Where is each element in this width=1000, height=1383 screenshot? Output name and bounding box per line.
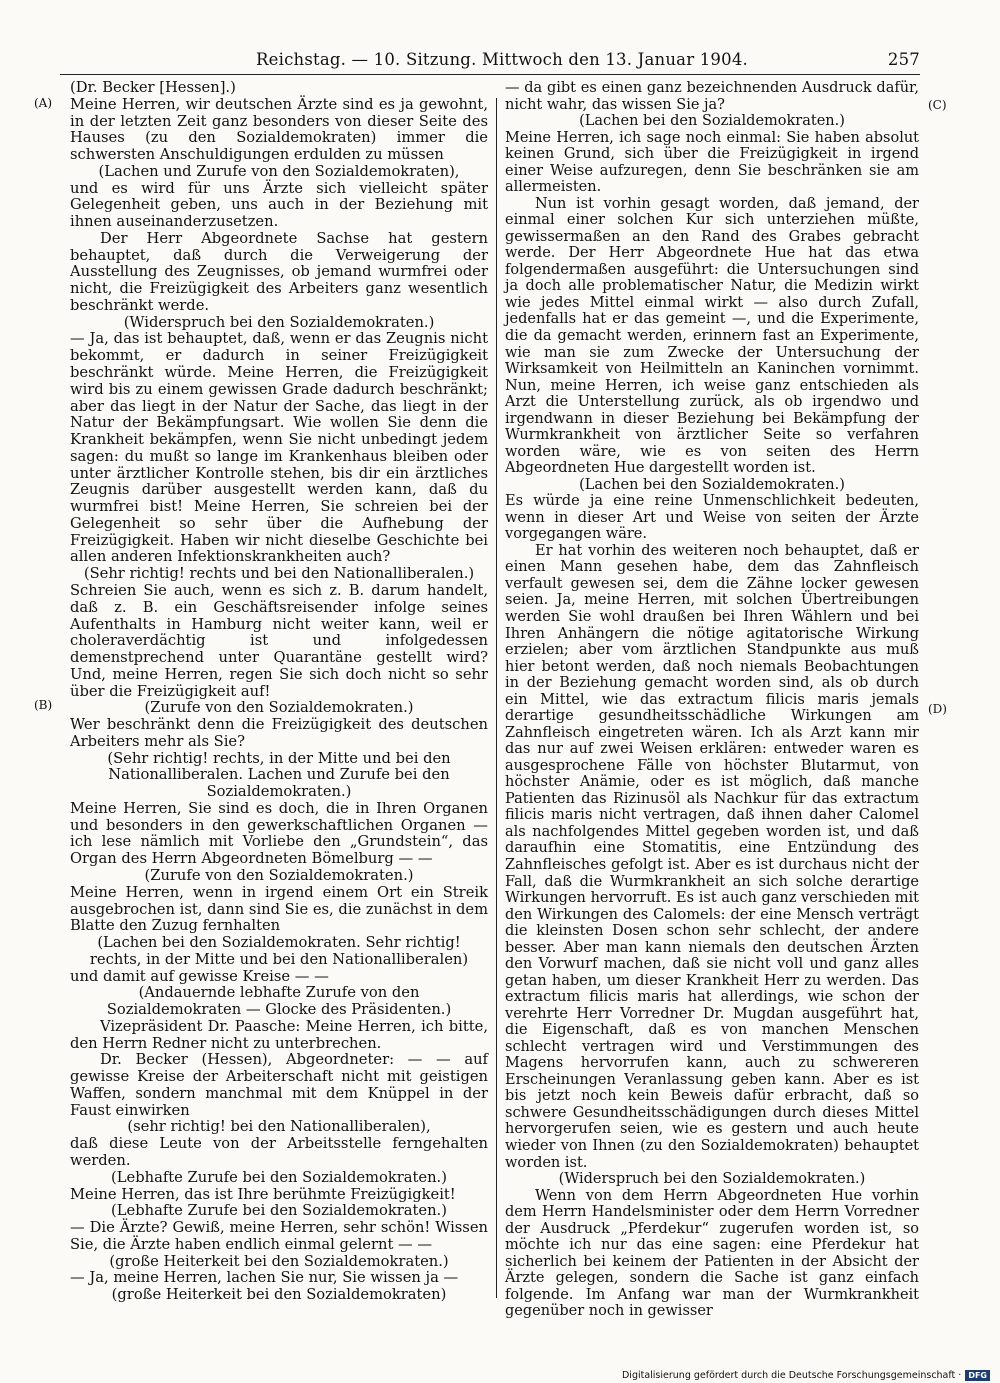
paragraph: Dr. Becker (Hessen), Abgeordneter: — — auf gewisse Kreise der Arbeiterschaft nicht mit geistigen Waffen, sondern manchmal mit dem Knüppel in der Faust einwirken: [70, 1051, 488, 1119]
paragraph: Meine Herren, Sie sind es doch, die in Ihren Organen und besonders in den gewerkschaftlichen Organen — ich lese nämlich mit Vorliebe den „Grundstein“, das Organ des Herrn Abgeordneten Bömelburg — —: [70, 799, 488, 868]
margin-marker-a: (A): [34, 96, 53, 110]
paragraph: Schreien Sie auch, wenn es sich z. B. darum handelt, daß z. B. ein Geschäftsreisender infolge seines Aufenthalts in Hamburg nicht weiter kann, weil er choleraverdächtig ist und infolgedessen demenstprechend unter Quarantäne gestellt wird? Und, meine Herren, regen Sie sich doch nicht so sehr über die Freizügigkeit auf!: [70, 581, 488, 700]
paragraph: Nun ist vorhin gesagt worden, daß jemand, der einmal einer solchen Kur sich unterziehen müßte, gewissermaßen an den Rand des Grabes gebracht werde. Der Herr Abgeordnete Hue hat das etwa folgendermaßen ausgeführt: die Untersuchungen sind ja doch alle problematischer Natur, die Medizin wirkt wie jedes Mittel einmal wirkt — also durch Zufall, jedenfalls hat er das gemeint —, und die Experimente, die da gemacht werden, erinnern fast an Experimente, wie man sie zum Zwecke der Untersuchung der Wirksamkeit von Heilmitteln an Kaninchen vornimmt. Nun, meine Herren, ich weise ganz entschieden als Arzt die Unterstellung zurück, als ob irgendwo und irgendwann in dieser Beziehung bei Bekämpfung der Wurmkrankheit von ärztlicher Seite so verfahren worden wäre, wie es von seiten des Herrn Abgeordneten Hue dargestellt worden ist.: [505, 195, 919, 477]
interjection: (Zurufe von den Sozialdemokraten.): [144, 866, 414, 884]
interjection: (Lebhafte Zurufe bei den Sozialdemokraten.): [111, 1168, 447, 1186]
paragraph: Meine Herren, ich sage noch einmal: Sie haben absolut keinen Grund, sich über die Freizügigkeit in irgend einer Weise aufzuregen, denn Sie beschränken sie am allermeisten.: [505, 129, 919, 196]
interjection: (Lachen bei den Sozialdemokraten. Sehr richtig! rechts, in der Mitte und bei den Nationalliberalen): [89, 934, 469, 968]
interjection: (Widerspruch bei den Sozialdemokraten.): [558, 1171, 866, 1188]
margin-marker-c: (C): [928, 98, 947, 112]
paragraph: Meine Herren, das ist Ihre berühmte Freizügigkeit!: [70, 1185, 456, 1203]
margin-marker-b: (B): [34, 698, 53, 712]
paragraph: Meine Herren, wenn in irgend einem Ort ein Streik ausgebrochen ist, dann sind Sie es, die zunächst in dem Blatte den Zuzug fernhalten: [70, 883, 488, 935]
header-title: Reichstag. — 10. Sitzung. Mittwoch den 13. Januar 1904.: [256, 50, 748, 69]
paragraph: — Ja, das ist behauptet, daß, wenn er das Zeugnis nicht bekommt, er dadurch in seiner Freizügigkeit beschränkt würde. Meine Herren, die Freizügigkeit wird bis zu einem gewissen Grade dadurch beschränkt; aber das liegt in der Natur der Sache, das liegt in der Natur der Bekämpfungsart. Wie wollen Sie denn die Krankheit bekämpfen, wenn Sie nicht unbedingt jedem sagen: du mußt so lange im Krankenhaus bleiben oder unter ärztlicher Kontrolle stehen, bis dir ein ärztliches Zeugnis darüber ausgestellt werden kann, daß du wurmfrei bist! Meine Herren, Sie schreien bei der Gelegenheit so sehr über die Aufhebung der Freizügigkeit. Haben wir nicht dieselbe Geschichte bei allen anderen Infektionskrankheiten auch?: [70, 330, 488, 566]
interjection: (Lachen und Zurufe von den Sozialdemokraten),: [98, 162, 460, 180]
running-header: [60, 50, 920, 74]
page-number: 257: [887, 50, 920, 69]
paragraph: — Ja, meine Herren, lachen Sie nur, Sie wissen ja —: [70, 1269, 459, 1287]
paragraph: Meine Herren, wir deutschen Ärzte sind es ja gewohnt, in der letzten Zeit ganz besonders von dieser Seite des Hauses (zu den Sozialdemokraten) immer die schwersten Anschuldigungen erdulden zu müssen: [70, 95, 488, 164]
interjection: (Lachen bei den Sozialdemokraten.): [579, 113, 845, 130]
interjection: (große Heiterkeit bei den Sozialdemokraten): [111, 1286, 447, 1304]
paragraph: — da gibt es einen ganz bezeichnenden Ausdruck dafür, nicht wahr, das wissen Sie ja?: [505, 80, 919, 113]
interjection: (Zurufe von den Sozialdemokraten.): [144, 699, 414, 717]
interjection: (Lebhafte Zurufe bei den Sozialdemokraten.): [111, 1202, 447, 1220]
paragraph: (Dr. Becker [Hessen].): [70, 79, 236, 96]
interjection: (Sehr richtig! rechts und bei den Nationalliberalen.): [83, 565, 475, 583]
dfg-logo: DFG: [965, 1370, 990, 1381]
interjection: (sehr richtig! bei den Nationalliberalen),: [127, 1118, 431, 1136]
footer-credit: [622, 1370, 990, 1381]
paragraph: und damit auf gewisse Kreise — —: [70, 967, 329, 985]
paragraph: Wer beschränkt denn die Freizügigkeit des deutschen Arbeiters mehr als Sie?: [70, 716, 488, 750]
interjection: (Widerspruch bei den Sozialdemokraten.): [123, 313, 435, 331]
left-text-column: [70, 80, 488, 1304]
margin-marker-d: (D): [928, 702, 947, 716]
header-rule: [60, 74, 920, 75]
paragraph: Vizepräsident Dr. Paasche: Meine Herren, ich bitte, den Herrn Redner nicht zu unterbrechen.: [70, 1017, 488, 1052]
paragraph: Wenn von dem Herrn Abgeordneten Hue vorhin dem Herrn Handelsminister oder dem Herrn Vorredner der Ausdruck „Pferdekur“ zugerufen worden ist, so möchte ich nur das eine sagen: eine Pferdekur hat sicherlich bei keinem der Patienten in der Absicht der Ärzte gelegen, sondern die Sache ist ganz einfach folgende. Im Anfang war man der Wurmkrankheit gegenüber noch in gewisser: [505, 1187, 919, 1320]
right-text-column: [505, 80, 919, 1320]
interjection: (Lachen bei den Sozialdemokraten.): [579, 476, 845, 493]
paragraph: — Die Ärzte? Gewiß, meine Herren, sehr schön! Wissen Sie, die Ärzte haben endlich einmal gelernt — —: [70, 1219, 488, 1253]
paragraph: daß diese Leute von der Arbeitsstelle ferngehalten werden.: [70, 1135, 488, 1169]
paragraph: Es würde ja eine reine Unmenschlichkeit bedeuten, wenn in dieser Art und Weise von seiten der Ärzte vorgegangen wäre.: [505, 493, 919, 543]
footer-text: Digitalisierung gefördert durch die Deutsche Forschungsgemeinschaft ·: [621, 1370, 962, 1381]
paragraph: Er hat vorhin des weiteren noch behauptet, daß er einen Mann gesehen habe, dem das Zahnfleisch verfault gewesen sei, dem die Zähne locker gewesen seien. Ja, meine Herren, mit solchen Übertreibungen werden Sie wohl draußen bei Ihren Wählern und bei Ihren Anhängern die nötige agitatorische Wirkung erzielen; aber vom ärztlichen Standpunkte aus muß hier betont werden, daß noch niemals Beobachtungen in der Beziehung gemacht worden sind, als ob durch ein Mittel, wie das extractum filicis maris jemals derartige gesundheitsschädliche Wirkungen am Zahnfleisch eingetreten wären. Ich als Arzt kann mir das nur auf zwei Weisen erklären: entweder waren es ausgesprochene Fälle von höchster Blutarmut, von höchster Anämie, oder es ist möglich, daß manche Patienten das Rizinusöl als Nachkur für das extractum filicis maris nicht vertragen, daß ihnen daher Calomel als nachfolgendes Mittel gegeben worden ist, und daß daraufhin eine Stomatitis, eine Entzündung des Zahnfleisches gefolgt ist. Aber es ist durchaus nicht der Fall, daß die Wurmkrankheit an sich solche derartige Wirkungen hervorruft. Es ist auch ganz verschieden mit den Wirkungen des Calomels: der eine Mensch verträgt die kleinsten Dosen schon sehr schlecht, der andere besser. Aber man kann niemals den deutschen Ärzten den Vorwurf machen, daß sie nicht voll und ganz alles getan haben, um dieser Krankheit Herr zu werden. Das extractum filicis maris hat allerdings, wie schon der verehrte Herr Vorredner Dr. Mugdan ausgeführt hat, die Eigenschaft, daß es von manchen Menschen schlecht vertragen wird und Verstimmungen des Magens hervorrufen kann, auch zu schwereren Erscheinungen Veranlassung geben kann. Aber es ist bis jetzt noch kein Beweis dafür erbracht, daß so schwere Gesundheitsschädigungen durch dieses Mittel hervorgerufen seien, wie es gestern und auch heute wieder von Ihnen (zu den Sozialdemokraten) behauptet worden ist.: [505, 542, 919, 1171]
interjection: (große Heiterkeit bei den Sozialdemokraten.): [109, 1252, 449, 1270]
paragraph: und es wird für uns Ärzte sich vielleicht später Gelegenheit geben, uns auch in der Beziehung mit ihnen auseinanderzusetzen.: [70, 179, 488, 231]
interjection: (Sehr richtig! rechts, in der Mitte und bei den Nationalliberalen. Lachen und Zurufe bei den Sozialdemokraten.): [107, 749, 451, 801]
column-divider: [496, 98, 497, 1298]
paragraph: Der Herr Abgeordnete Sachse hat gestern behauptet, daß durch die Verweigerung der Ausstellung des Zeugnisses, ob jemand wurmfrei oder nicht, die Freizügigkeit des Arbeiters ganz wesentlich beschränkt werde.: [70, 229, 488, 314]
interjection: (Andauernde lebhafte Zurufe von den Sozialdemokraten — Glocke des Präsidenten.): [106, 984, 452, 1019]
